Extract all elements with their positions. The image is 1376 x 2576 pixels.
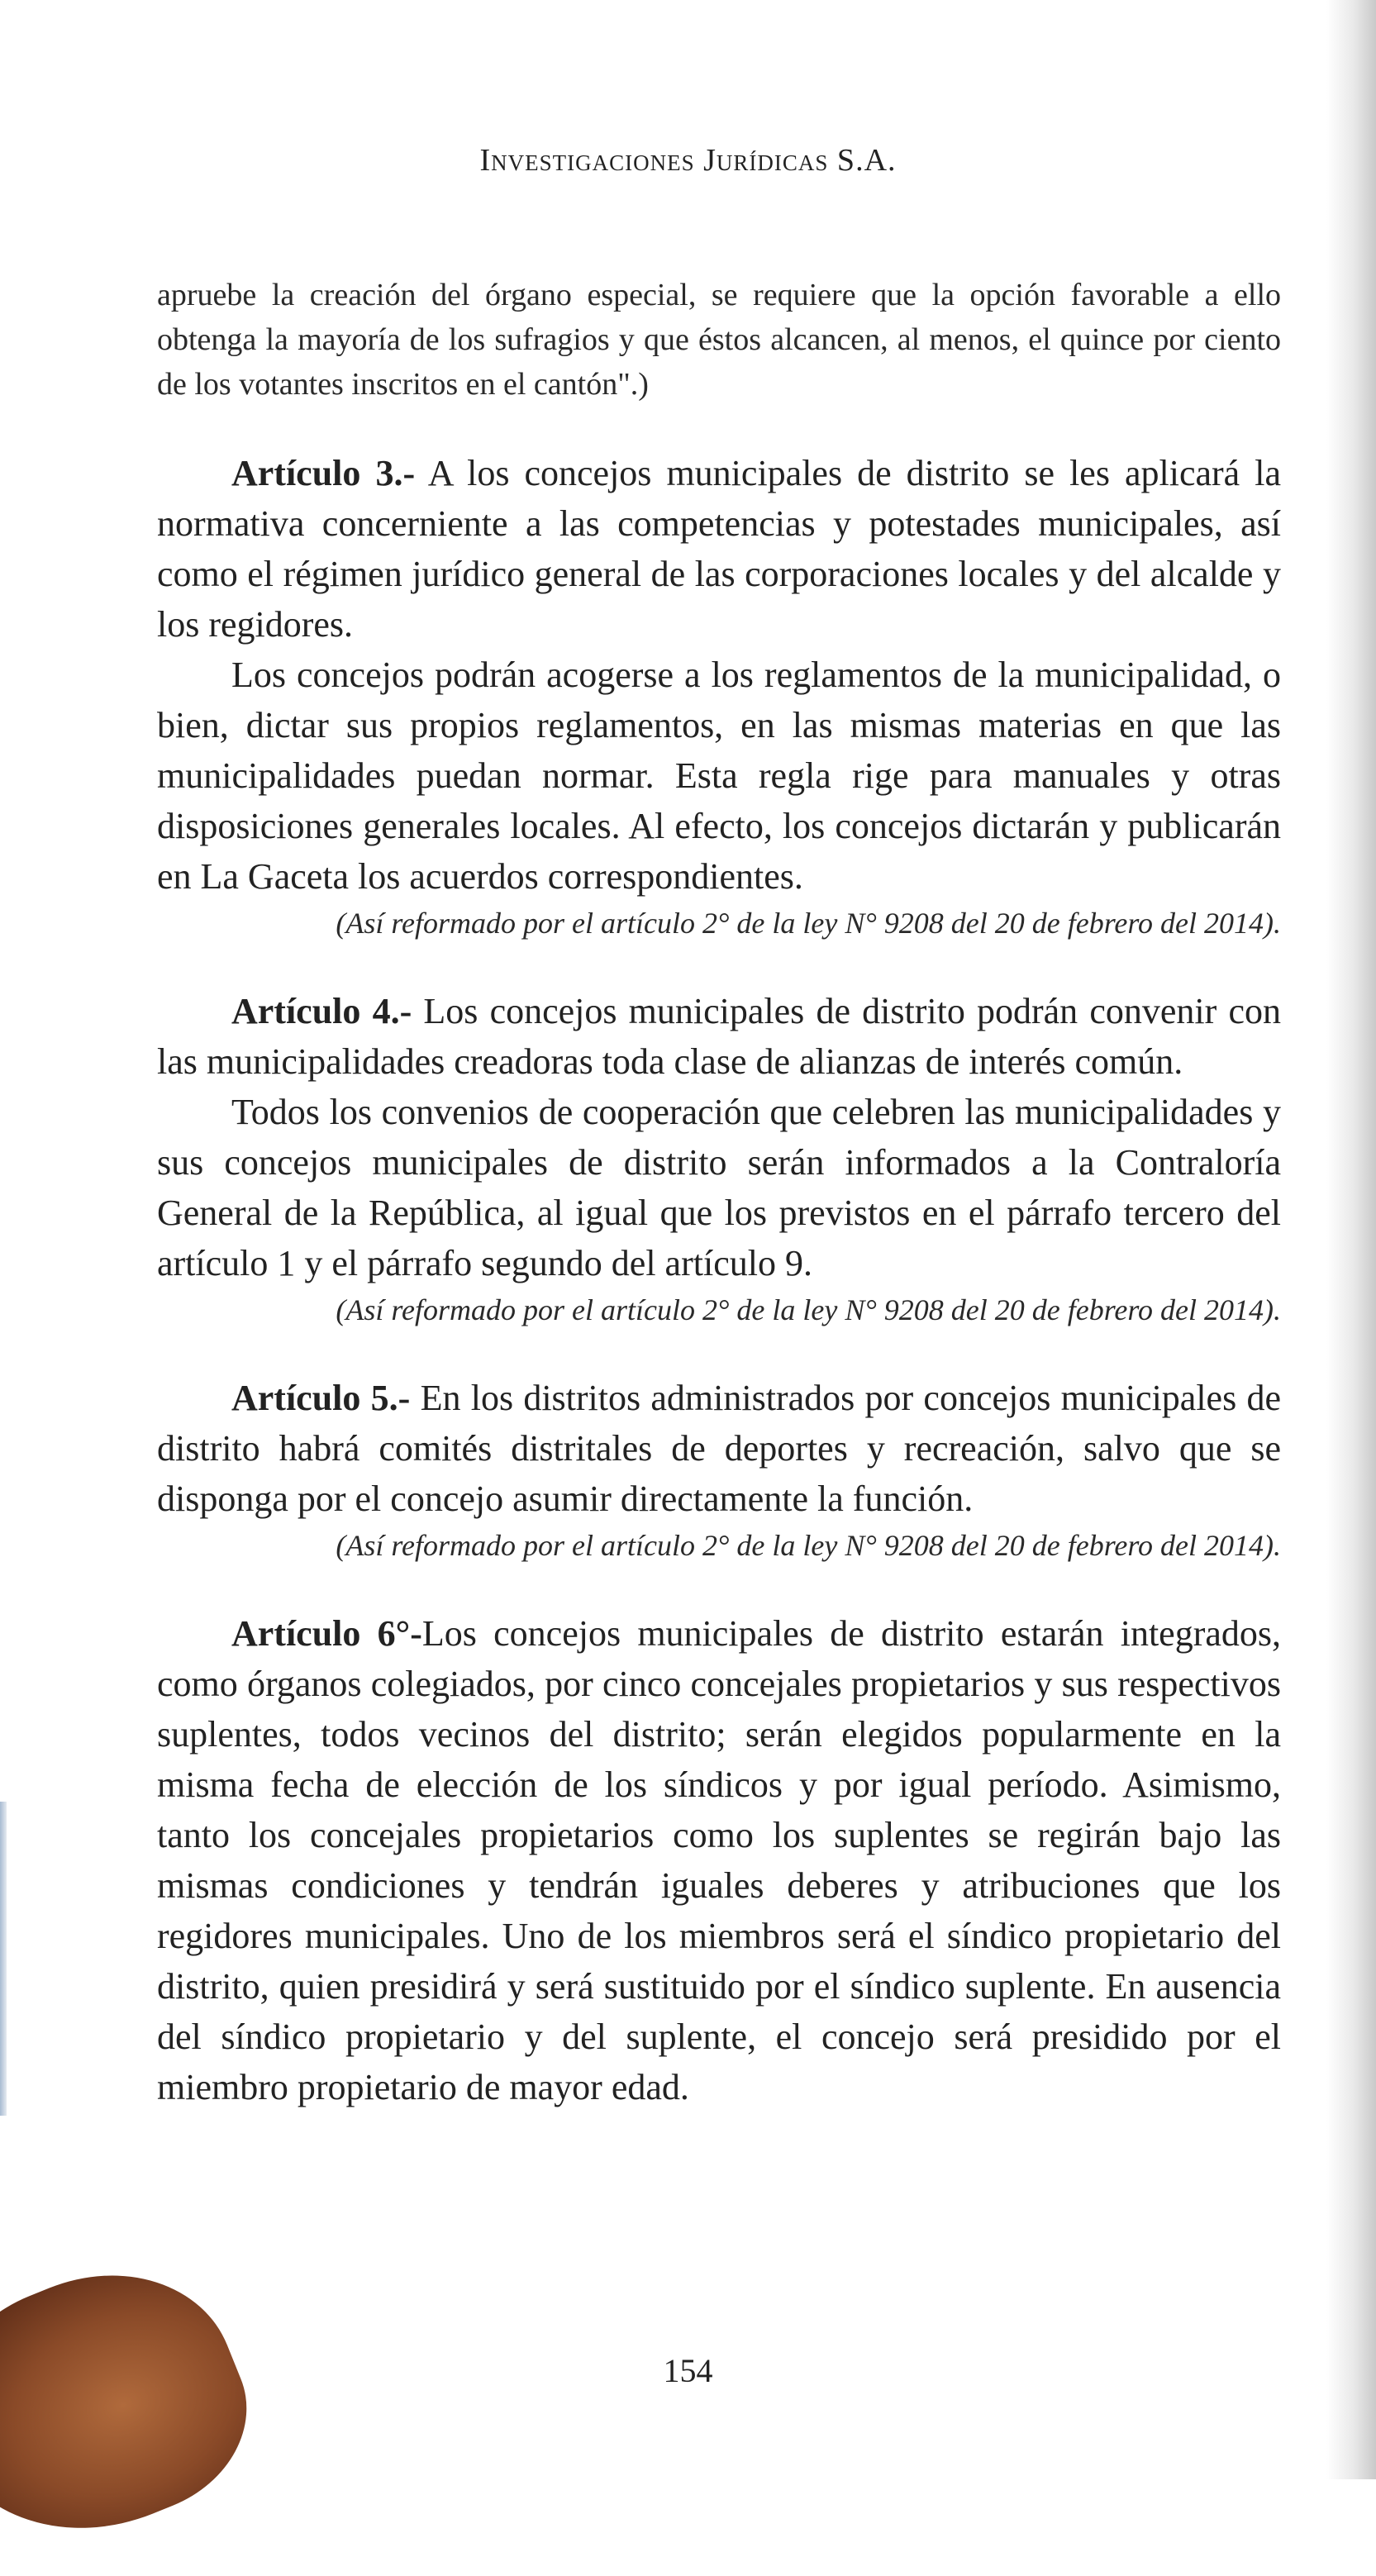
article-4-paragraph-1: [157, 986, 1281, 1087]
article-4-label: Artículo 4.-: [231, 991, 412, 1031]
article-3-paragraph-1: [157, 448, 1281, 650]
page-body: [157, 273, 1281, 2112]
page-edge-shadow: [1326, 0, 1376, 2479]
article-3-text: A los concejos municipales de distrito se les aplicará la normativa concerniente a las competencias y potestades municipales, así como el régimen jurídico general de las corporaciones locales y del alcalde y los regidores.: [157, 453, 1281, 645]
article-6: [157, 1567, 1281, 2112]
article-6-text: Los concejos municipales de distrito estarán integrados, como órganos colegiados, por cinco concejales propietarios y sus respectivos suplentes, todos vecinos del distrito; serán elegidos popularmente en la misma fecha de elección de los síndicos y por igual período. Asimismo, tanto los concejales propietarios como los suplentes se regirán bajo las mismas condiciones y tendrán iguales deberes y atribuciones que los regidores municipales. Uno de los miembros será el síndico propietario del distrito, quien presidirá y será sustituido por el síndico suplente. En ausencia del síndico propietario y del suplente, el concejo será presidido por el miembro propietario de mayor edad.: [157, 1613, 1281, 2107]
page-number: 154: [663, 2352, 713, 2389]
article-3-reform-note: (Así reformado por el artículo 2° de la ley N° 9208 del 20 de febrero del 2014).: [336, 907, 1281, 940]
article-5-text: En los distritos administrados por concejos municipales de distrito habrá comités distritales de deportes y recreación, salvo que se disponga por el concejo asumir directamente la función.: [157, 1378, 1282, 1519]
article-6-label: Artículo 6°-: [231, 1613, 422, 1654]
article-6-paragraph-1: [157, 1608, 1281, 2112]
running-header: Investigaciones Jurídicas S.A.: [479, 143, 897, 178]
article-4-text: Los concejos municipales de distrito podrán convenir con las municipalidades creadoras toda clase de alianzas de interés común.: [157, 991, 1281, 1082]
article-4-reform-note: (Así reformado por el artículo 2° de la ley N° 9208 del 20 de febrero del 2014).: [336, 1293, 1281, 1326]
thumb-photo-artifact: [0, 2234, 275, 2575]
article-4-paragraph-2: Todos los convenios de cooperación que celebren las municipalidades y sus concejos municipales de distrito serán informados a la Contraloría General de la República, al igual que los previstos en el párrafo tercero del artículo 1 y el párrafo segundo del artículo 9.: [157, 1092, 1281, 1283]
article-4: [157, 945, 1281, 1331]
article-5-reform-note: (Así reformado por el artículo 2° de la ley N° 9208 del 20 de febrero del 2014).: [336, 1529, 1281, 1562]
adjacent-page-edge: [0, 1802, 7, 2116]
article-3-label: Artículo 3.-: [231, 453, 416, 493]
article-5-label: Artículo 5.-: [231, 1378, 411, 1418]
article-5: [157, 1331, 1281, 1567]
article-3: [157, 407, 1281, 945]
article-5-paragraph-1: [157, 1373, 1281, 1524]
article-3-paragraph-2: Los concejos podrán acogerse a los reglamentos de la municipalidad, o bien, dictar sus propios reglamentos, en las mismas materias en que las municipalidades puedan normar. Esta regla rige para manuales y otras disposiciones generales locales. Al efecto, los concejos dictarán y publicarán en La Gaceta los acuerdos correspondientes.: [157, 655, 1281, 897]
intro-paragraph: apruebe la creación del órgano especial, se requiere que la opción favorable a ello obtenga la mayoría de los sufragios y que éstos alcancen, al menos, el quince por ciento de los votantes inscritos en el cantón".): [157, 278, 1281, 402]
